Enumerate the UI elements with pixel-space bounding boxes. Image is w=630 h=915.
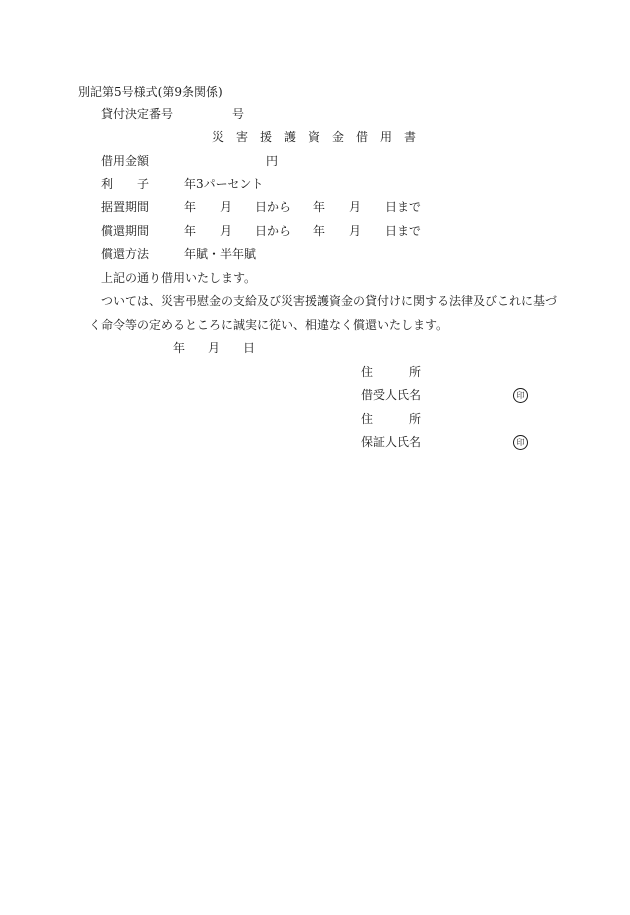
decision-number-label: 貸付決定番号: [101, 107, 174, 121]
guarantor-name-label: 保証人氏名: [361, 435, 422, 449]
date-month: 月: [208, 341, 221, 355]
interest-value: 年3パーセント: [184, 177, 264, 191]
guarantor-seal-icon: 印: [513, 435, 528, 450]
amount-label: 借用金額: [101, 154, 150, 168]
deferral-day-to: 日まで: [385, 200, 422, 214]
repayment-period-label: 償還期間: [101, 224, 150, 238]
body-line-1: 上記の通り借用いたします。: [101, 271, 257, 285]
deferral-label: 据置期間: [101, 200, 150, 214]
deferral-month-to: 月: [349, 200, 362, 214]
interest-label: 利 子: [101, 177, 150, 191]
date-day: 日: [243, 341, 256, 355]
repayment-method-value: 年賦・半年賦: [184, 247, 257, 261]
repayment-month-to: 月: [349, 224, 362, 238]
repayment-year-from: 年: [184, 224, 197, 238]
deferral-month-from: 月: [220, 200, 233, 214]
form-label: 別記第5号様式(第9条関係): [78, 85, 223, 99]
borrower-name-label: 借受人氏名: [361, 388, 422, 402]
deferral-year-to: 年: [313, 200, 326, 214]
repayment-year-to: 年: [313, 224, 326, 238]
guarantor-address-label: 住 所: [361, 412, 422, 426]
repayment-month-from: 月: [220, 224, 233, 238]
body-line-2: ついては、災害弔慰金の支給及び災害援護資金の貸付けに関する法律及びこれに基づ: [101, 294, 558, 308]
deferral-day-from: 日から: [255, 200, 292, 214]
decision-number-suffix: 号: [232, 107, 245, 121]
deferral-year-from: 年: [184, 200, 197, 214]
borrower-address-label: 住 所: [361, 365, 422, 379]
borrower-seal-icon: 印: [513, 388, 528, 403]
repayment-day-to: 日まで: [385, 224, 422, 238]
document-title: 災 害 援 護 資 金 借 用 書: [212, 130, 417, 144]
repayment-day-from: 日から: [255, 224, 292, 238]
body-line-3: く命令等の定めるところに誠実に従い、相違なく償還いたします。: [89, 318, 449, 332]
repayment-method-label: 償還方法: [101, 247, 150, 261]
date-year: 年: [173, 341, 186, 355]
amount-unit: 円: [266, 154, 279, 168]
